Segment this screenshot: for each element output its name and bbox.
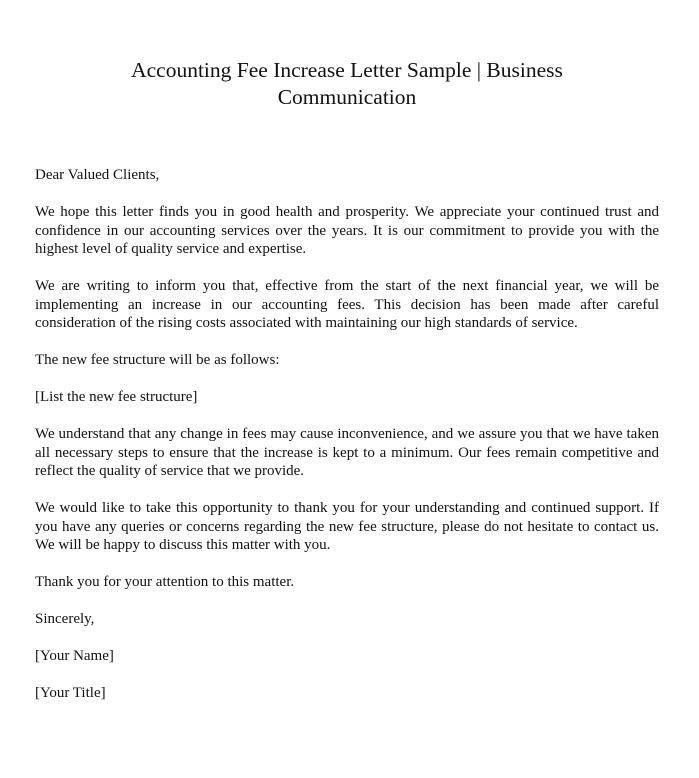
salutation: Dear Valued Clients, [35,167,160,183]
paragraph-fee-structure-placeholder: [List the new fee structure] [35,389,198,405]
paragraph-fee-structure-intro: The new fee structure will be as follows: [35,352,280,368]
closing: Sincerely, [35,611,95,627]
paragraph-fee-increase: We are writing to inform you that, effective from the start of the next financial year, we will be implementing an increase in our accounting fees. This decision has been made after careful consideration of the rising costs associated with maintaining our high standards of service. [35,278,659,331]
signature-title: [Your Title] [35,685,106,701]
document-title [40,57,654,111]
paragraph-closing-thanks: Thank you for your attention to this matter. [35,574,295,590]
signature-name: [Your Name] [35,648,114,664]
paragraph-assurance: We understand that any change in fees may cause inconvenience, and we assure you that we have taken all necessary steps to ensure that the increase is kept to a minimum. Our fees remain competitive and reflect the quality of service that we provide. [35,426,659,479]
document-title-line-2: Communication [277,85,417,109]
letter-body [35,166,659,721]
paragraph-intro: We hope this letter finds you in good health and prosperity. We appreciate your continued trust and confidence in our accounting services over the years. It is our commitment to provide you with the highest level of quality service and expertise. [35,204,659,257]
document-title-line-1: Accounting Fee Increase Letter Sample | Business [131,58,563,82]
paragraph-thanks-support: We would like to take this opportunity to thank you for your understanding and continued support. If you have any queries or concerns regarding the new fee structure, please do not hesitate to contact us. We will be happy to discuss this matter with you. [35,500,659,553]
